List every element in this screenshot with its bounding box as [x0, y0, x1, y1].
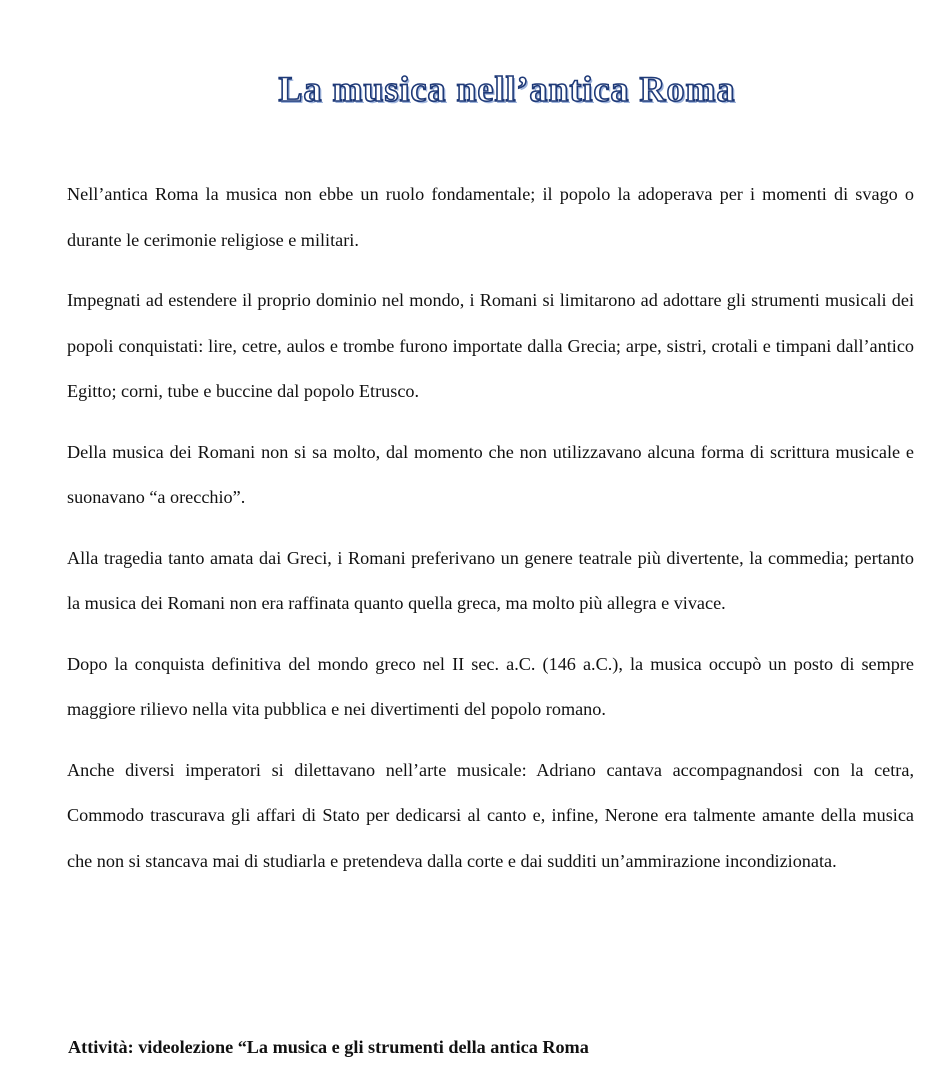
activity-line: Attività: videolezione “La musica e gli strumenti della antica Roma — [68, 1037, 589, 1057]
paragraph-emperors: Anche diversi imperatori si dilettavano nell’arte musicale: Adriano cantava accompagnandosi con la cetra, Commodo trascurava gli affari di Stato per dedicarsi al canto e, infine, Nerone era talmente amante della musica che non si stancava mai di studiarla e pretendeva dalla corte e dai sudditi un’ammirazione incondizionata. — [67, 759, 914, 871]
paragraph-greek-conquest: Dopo la conquista definitiva del mondo greco nel II sec. a.C. (146 a.C.), la musica occupò un posto di sempre maggiore rilievo nella vita pubblica e nei divertimenti del popolo romano. — [67, 653, 914, 719]
page-title: La musica nell’antica Roma — [278, 69, 736, 109]
paragraph-intro: Nell’antica Roma la musica non ebbe un ruolo fondamentale; il popolo la adoperava per i momenti di svago o durante le cerimonie religiose e militari. — [67, 184, 914, 250]
document-body — [67, 172, 914, 899]
paragraph-instruments: Impegnati ad estendere il proprio dominio nel mondo, i Romani si limitarono ad adottare gli strumenti musicali dei popoli conquistati: lire, cetre, aulos e trombe furono importate dalla Grecia; arpe, sistri, crotali e timpani dall’antico Egitto; corni, tube e buccine dal popolo Etrusco. — [67, 290, 914, 401]
paragraph-notation: Della musica dei Romani non si sa molto, dal momento che non utilizzavano alcuna forma di scrittura musicale e suonavano “a orecchio”. — [67, 441, 914, 507]
paragraph-comedy: Alla tragedia tanto amata dai Greci, i Romani preferivano un genere teatrale più divertente, la commedia; pertanto la musica dei Romani non era raffinata quanto quella greca, ma molto più allegra e vivace. — [67, 547, 914, 613]
